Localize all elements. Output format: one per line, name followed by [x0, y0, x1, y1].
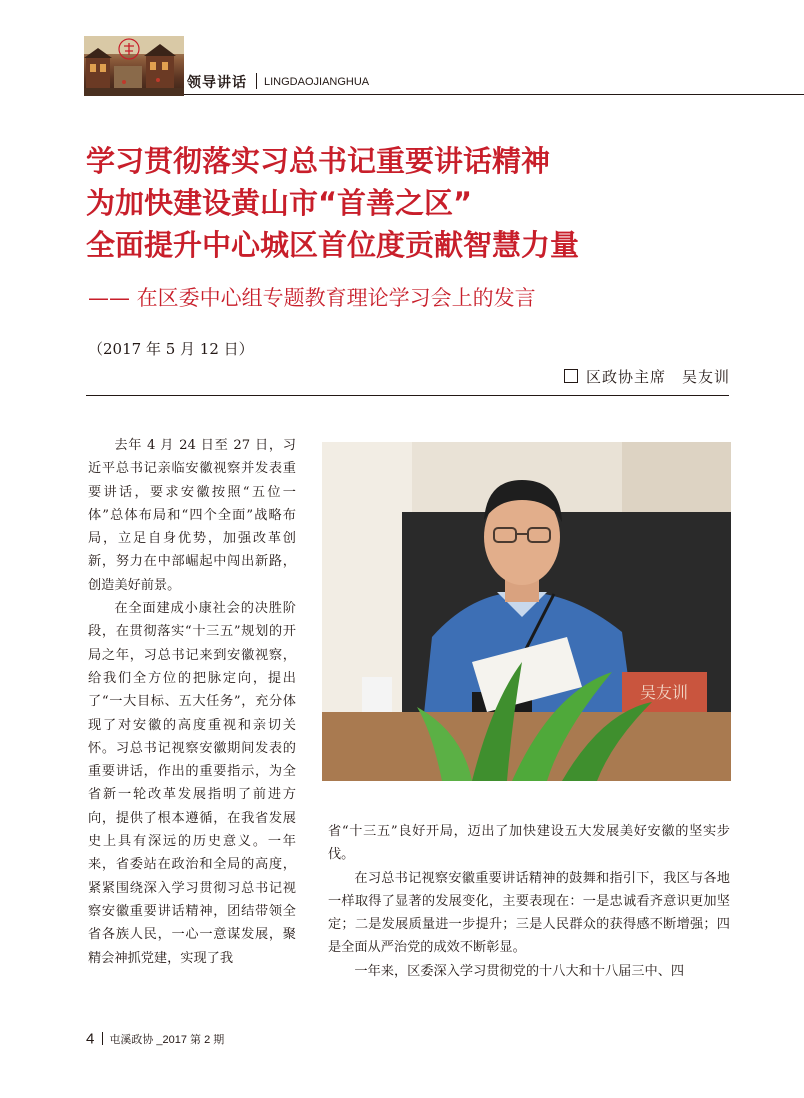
paragraph: 省“十三五”良好开局，迈出了加快建设五大发展美好安徽的坚实步伐。 [328, 824, 730, 863]
section-divider [256, 73, 257, 89]
right-column [328, 820, 730, 983]
section-label-en: LINGDAOJIANGHUA [264, 76, 370, 88]
paragraph: 一年来，区委深入学习贯彻党的十八大和十八届三中、四 [354, 963, 685, 979]
page-footer [86, 1030, 224, 1048]
paragraph: 去年 4 月 24 日至 27 日，习近平总书记亲临安徽视察并发表重要讲话，要求安徽按照“五位一体”总体布局和“四个全面”战略布局，立足自身优势，加强改革创新，努力在中部崛起中闯出新路，创造美好前景。 [88, 438, 296, 593]
paragraph: 在全面建成小康社会的决胜阶段，在贯彻落实“十三五”规划的开局之年，习总书记来到安徽视察，给我们全方位的把脉定向，提出了“一大目标、五大任务”，充分体现了对安徽的高度重视和亲切关怀。习总书记视察安徽期间发表的重要讲话，作出的重要指示，为全省新一轮改革发展指明了前进方向，提供了根本遵循，在我省发展史上具有深远的历史意义。一年来，省委站在政治和全局的高度，紧紧围绕深入学习贯彻习总书记视察安徽重要讲话精神，团结带领全省各族人民，一心一意谋发展，聚精会神抓党建，实现了我 [88, 601, 296, 966]
logo-seal [118, 38, 140, 60]
left-column [88, 434, 296, 970]
title-line: 全面提升中心城区首位度贡献智慧力量 [86, 228, 580, 262]
author-rule [86, 395, 729, 396]
magazine-issue: 屯溪政协 _2017 第 2 期 [109, 1033, 225, 1046]
paragraph: 在习总书记视察安徽重要讲话精神的鼓舞和指引下，我区与各地一样取得了显著的发展变化，主要表现在：一是忠诚看齐意识更加坚定；二是发展质量进一步提升；三是人民群众的获得感不断增强；四是全面从严治党的成效不断彰显。 [328, 870, 730, 956]
nameplate-text: 吴友训 [639, 683, 689, 702]
section-label-cn: 领导讲话 [187, 75, 247, 91]
article-subtitle: —— 在区委中心组专题教育理论学习会上的发言 [88, 286, 536, 310]
speaker-photo [322, 442, 731, 781]
checkbox-square-icon [564, 369, 578, 383]
header-rule [184, 94, 804, 95]
article-author [564, 366, 730, 387]
article-date: （2017 年 5 月 12 日） [88, 340, 254, 358]
footer-divider [102, 1032, 103, 1045]
page-number: 4 [86, 1030, 95, 1048]
article-title [86, 140, 726, 266]
title-line: 学习贯彻落实习总书记重要讲话精神 [86, 144, 551, 178]
title-line: 为加快建设黄山市“首善之区” [86, 186, 473, 220]
author-name: 区政协主席 吴友训 [585, 368, 730, 386]
